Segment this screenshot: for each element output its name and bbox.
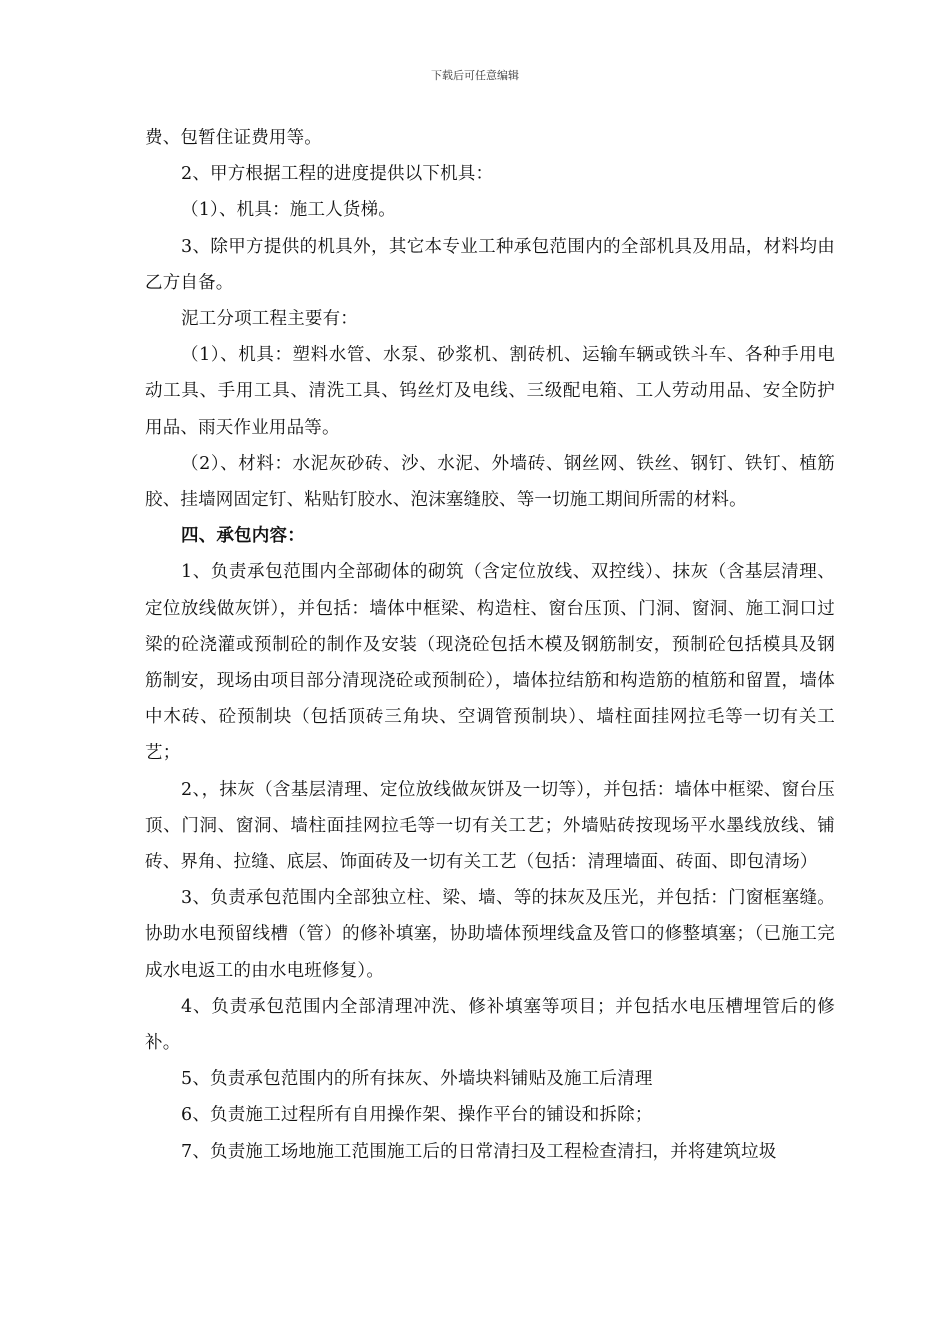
paragraph-6: （1）、机具：塑料水管、水泵、砂浆机、割砖机、运输车辆或铁斗车、各种手用电动工具、手用工具、清洗工具、钨丝灯及电线、三级配电箱、工人劳动用品、安全防护用品、雨天作业用品等。 [145, 345, 835, 438]
paragraph-4: 3、除甲方提供的机具外，其它本专业工种承包范围内的全部机具及用品，材料均由乙方自备。 [145, 236, 835, 293]
paragraph-1: 费、包暂住证费用等。 [145, 128, 322, 148]
paragraph-15: 7、负责施工场地施工范围施工后的日常清扫及工程检查清扫，并将建筑垃圾 [181, 1141, 777, 1162]
paragraph-3: （1）、机具：施工人货梯。 [181, 200, 396, 221]
paragraph-14: 6、负责施工过程所有自用操作架、操作平台的铺设和拆除； [181, 1105, 653, 1126]
section-heading: 四、承包内容： [181, 526, 305, 547]
paragraph-13: 5、负责承包范围内的所有抹灰、外墙块料铺贴及施工后清理 [181, 1069, 653, 1090]
paragraph-9: 1、负责承包范围内全部砌体的砌筑（含定位放线、双控线）、抹灰（含基层清理、定位放线做灰饼），并包括：墙体中框梁、构造柱、窗台压顶、门洞、窗洞、施工洞口过梁的砼浇灌或预制砼的制作及安装（现浇砼包括木模及钢筋制安，预制砼包括模具及钢筋制安，现场由项目部分清现浇砼或预制砼），墙体拉结筋和构造筋的植筋和留置，墙体中木砖、砼预制块（包括顶砖三角块、空调管预制块）、墙柱面挂网拉毛等一切有关工艺； [145, 562, 835, 764]
paragraph-7: （2）、材料：水泥灰砂砖、沙、水泥、外墙砖、钢丝网、铁丝、钢钉、铁钉、植筋胶、挂墙网固定钉、粘贴钉胶水、泡沫塞缝胶、等一切施工期间所需的材料。 [145, 453, 835, 511]
paragraph-11: 3、负责承包范围内全部独立柱、梁、墙、等的抹灰及压光，并包括：门窗框塞缝。协助水电预留线槽（管）的修补填塞，协助墙体预埋线盒及管口的修整填塞；（已施工完成水电返工的由水电班修复）。 [145, 888, 835, 981]
document-body [145, 120, 835, 1170]
page-header: 下载后可任意编辑 [431, 69, 519, 82]
paragraph-5: 泥工分项工程主要有： [181, 309, 358, 330]
paragraph-2: 2、甲方根据工程的进度提供以下机具： [181, 164, 494, 185]
paragraph-12: 4、负责承包范围内全部清理冲洗、修补填塞等项目；并包括水电压槽埋管后的修补。 [145, 996, 835, 1054]
paragraph-10: 2、，抹灰（含基层清理、定位放线做灰饼及一切等），并包括：墙体中框梁、窗台压顶、门洞、窗洞、墙柱面挂网拉毛等一切有关工艺；外墙贴砖按现场平水墨线放线、铺砖、界角、拉缝、底层、饰面砖及一切有关工艺（包括：清理墙面、砖面、即包清场） [145, 779, 835, 873]
